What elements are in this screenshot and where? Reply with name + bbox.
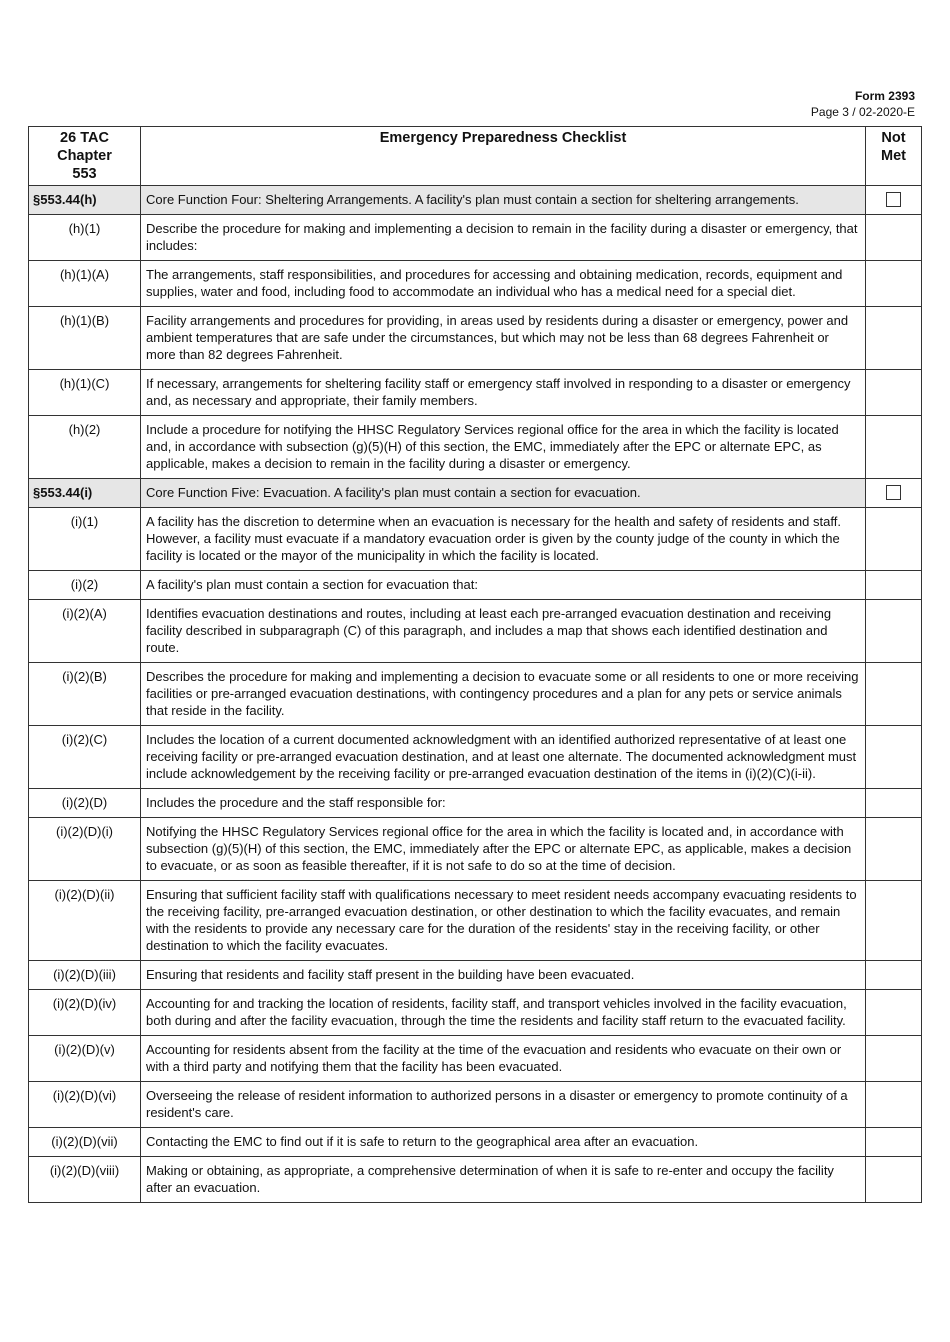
- row-ref: (i)(2)(D)(viii): [29, 1157, 141, 1203]
- table-row: [29, 881, 922, 961]
- row-text: Core Function Five: Evacuation. A facility's plan must contain a section for evacuation.: [141, 479, 866, 508]
- row-ref: (i)(1): [29, 508, 141, 571]
- table-row: [29, 818, 922, 881]
- row-text: Facility arrangements and procedures for providing, in areas used by residents during a disaster or emergency, power and ambient temperatures that are safe under the circumstances, but which may not be less than 68 degrees Fahrenheit or more than 82 degrees Fahrenheit.: [141, 307, 866, 370]
- row-ref: (h)(1)(A): [29, 261, 141, 307]
- row-text: Describe the procedure for making and implementing a decision to remain in the facility during a disaster or emergency, that includes:: [141, 215, 866, 261]
- row-text: A facility's plan must contain a section for evacuation that:: [141, 571, 866, 600]
- row-text: Ensuring that residents and facility staff present in the building have been evacuated.: [141, 961, 866, 990]
- row-ref: (i)(2)(D)(vii): [29, 1128, 141, 1157]
- not-met-cell[interactable]: [866, 663, 922, 726]
- not-met-cell[interactable]: [866, 600, 922, 663]
- header-not-met: Not Met: [866, 127, 922, 186]
- page-info: Page 3 / 02-2020-E: [810, 105, 915, 119]
- not-met-cell[interactable]: [866, 1036, 922, 1082]
- row-text: The arrangements, staff responsibilities, and procedures for accessing and obtaining medication, records, equipment and supplies, water and food, including food to accommodate an individual who has a medical need for a special diet.: [141, 261, 866, 307]
- table-row: [29, 789, 922, 818]
- not-met-cell[interactable]: [866, 1157, 922, 1203]
- row-text: Accounting for residents absent from the facility at the time of the evacuation and residents who evacuate on their own or with a third party and notifying them that the facility has been evacuated.: [141, 1036, 866, 1082]
- not-met-cell[interactable]: [866, 370, 922, 416]
- row-ref: (i)(2)(D)(v): [29, 1036, 141, 1082]
- row-text: Identifies evacuation destinations and routes, including at least each pre-arranged evacuation destination and receiving facility described in subparagraph (C) of this paragraph, and includes a map that shows each identified destination and route.: [141, 600, 866, 663]
- row-ref: (i)(2)(B): [29, 663, 141, 726]
- row-ref: (i)(2)(D)(vi): [29, 1082, 141, 1128]
- row-ref: (i)(2)(D)(i): [29, 818, 141, 881]
- table-row: [29, 961, 922, 990]
- not-met-cell[interactable]: [866, 1082, 922, 1128]
- not-met-cell[interactable]: [866, 571, 922, 600]
- row-text: Includes the procedure and the staff responsible for:: [141, 789, 866, 818]
- not-met-cell[interactable]: [866, 261, 922, 307]
- not-met-cell[interactable]: [866, 307, 922, 370]
- row-ref: (i)(2)(A): [29, 600, 141, 663]
- table-header-row: [29, 127, 922, 186]
- table-row: [29, 726, 922, 789]
- table-row: [29, 1082, 922, 1128]
- section-row: [29, 186, 922, 215]
- row-ref: (i)(2)(D)(iv): [29, 990, 141, 1036]
- table-row: [29, 307, 922, 370]
- row-ref: §553.44(h): [29, 186, 141, 215]
- row-ref: (i)(2)(D): [29, 789, 141, 818]
- checklist-table: [28, 126, 922, 1203]
- table-row: [29, 1128, 922, 1157]
- row-ref: (h)(2): [29, 416, 141, 479]
- table-row: [29, 1157, 922, 1203]
- not-met-cell[interactable]: [866, 990, 922, 1036]
- row-ref: (i)(2)(C): [29, 726, 141, 789]
- section-row: [29, 479, 922, 508]
- table-row: [29, 416, 922, 479]
- row-text: Include a procedure for notifying the HHSC Regulatory Services regional office for the area in which the facility is located and, in accordance with subsection (g)(5)(H) of this section, the EMC, immediately after the EPC or alternate EPC, as applicable, makes a decision to remain in the facility during a disaster or emergency.: [141, 416, 866, 479]
- not-met-cell[interactable]: [866, 508, 922, 571]
- not-met-cell[interactable]: [866, 881, 922, 961]
- row-text: Making or obtaining, as appropriate, a comprehensive determination of when it is safe to re-enter and occupy the facility after an evacuation.: [141, 1157, 866, 1203]
- header-tac-chapter: 26 TAC Chapter 553: [29, 127, 141, 186]
- table-row: [29, 215, 922, 261]
- table-row: [29, 370, 922, 416]
- row-text: Includes the location of a current documented acknowledgment with an identified authorized representative of at least one receiving facility or pre-arranged evacuation destination, and at least one alternate. The documented acknowledgment must include acknowledgement by the receiving facility or pre-arranged evacuation destination of the items in (i)(2)(C)(i-ii).: [141, 726, 866, 789]
- row-ref: (i)(2)(D)(ii): [29, 881, 141, 961]
- not-met-cell[interactable]: [866, 726, 922, 789]
- table-row: [29, 508, 922, 571]
- row-ref: (i)(2)(D)(iii): [29, 961, 141, 990]
- form-header: [811, 88, 915, 120]
- not-met-cell: [866, 186, 922, 215]
- not-met-checkbox[interactable]: [886, 485, 901, 500]
- row-ref: (h)(1)(C): [29, 370, 141, 416]
- table-row: [29, 571, 922, 600]
- table-row: [29, 990, 922, 1036]
- row-text: If necessary, arrangements for sheltering facility staff or emergency staff involved in responding to a disaster or emergency and, as necessary and appropriate, their family members.: [141, 370, 866, 416]
- row-text: Accounting for and tracking the location of residents, facility staff, and transport vehicles involved in the facility evacuation, both during and after the facility evacuation, through the time the residents and facility staff return to the evacuated facility.: [141, 990, 866, 1036]
- row-text: Core Function Four: Sheltering Arrangements. A facility's plan must contain a section for sheltering arrangements.: [141, 186, 866, 215]
- row-ref: (h)(1)(B): [29, 307, 141, 370]
- row-ref: (i)(2): [29, 571, 141, 600]
- header-checklist-title: Emergency Preparedness Checklist: [141, 127, 866, 186]
- row-ref: (h)(1): [29, 215, 141, 261]
- row-text: Contacting the EMC to find out if it is safe to return to the geographical area after an evacuation.: [141, 1128, 866, 1157]
- form-number: Form 2393: [854, 89, 915, 103]
- not-met-cell[interactable]: [866, 789, 922, 818]
- not-met-cell[interactable]: [866, 961, 922, 990]
- not-met-cell: [866, 479, 922, 508]
- row-ref: §553.44(i): [29, 479, 141, 508]
- row-text: Overseeing the release of resident information to authorized persons in a disaster or emergency to promote continuity of a resident's care.: [141, 1082, 866, 1128]
- table-row: [29, 261, 922, 307]
- not-met-cell[interactable]: [866, 818, 922, 881]
- table-row: [29, 663, 922, 726]
- not-met-cell[interactable]: [866, 1128, 922, 1157]
- table-row: [29, 600, 922, 663]
- not-met-cell[interactable]: [866, 416, 922, 479]
- row-text: Ensuring that sufficient facility staff with qualifications necessary to meet resident needs accompany evacuating residents to the receiving facility, pre-arranged evacuation destination, or other destination to which the facility evacuates, and remain with the residents to provide any necessary care for the duration of the residents' stay in the receiving facility, or other destination to which the facility evacuates.: [141, 881, 866, 961]
- table-row: [29, 1036, 922, 1082]
- not-met-cell[interactable]: [866, 215, 922, 261]
- row-text: A facility has the discretion to determine when an evacuation is necessary for the health and safety of residents and staff. However, a facility must evacuate if a mandatory evacuation order is given by the county judge of the county in which the facility is located or the mayor of the municipality in which the facility is located.: [141, 508, 866, 571]
- not-met-checkbox[interactable]: [886, 192, 901, 207]
- row-text: Describes the procedure for making and implementing a decision to evacuate some or all residents to one or more receiving facilities or pre-arranged evacuation destinations, with contingency procedures and a plan for any pets or service animals that reside in the facility.: [141, 663, 866, 726]
- row-text: Notifying the HHSC Regulatory Services regional office for the area in which the facility is located and, in accordance with subsection (g)(5)(H) of this section, the EMC, immediately after the EPC or alternate EPC, as applicable, makes a decision to evacuate, or as soon as feasible thereafter, if it is not safe to do so at the time of decision.: [141, 818, 866, 881]
